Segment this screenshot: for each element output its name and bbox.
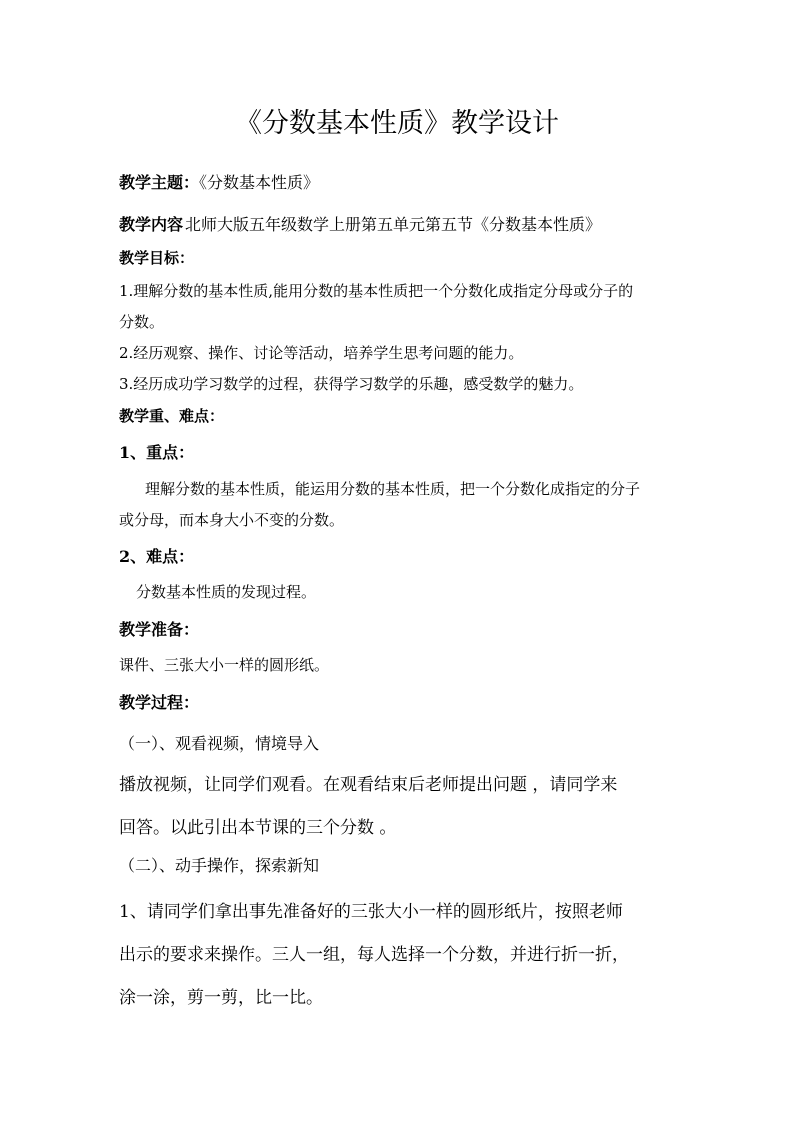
objective-item: 3.经历成功学习数学的过程，获得学习数学的乐趣，感受数学的魅力。	[119, 375, 584, 393]
part2-line: 出示的要求来操作。三人一组，每人选择一个分数，并进行折一折，	[119, 945, 629, 965]
document-title: 《分数基本性质》教学设计	[235, 108, 559, 139]
theme-line	[119, 170, 319, 193]
part2-line: 1、请同学们拿出事先准备好的三张大小一样的圆形纸片，按照老师	[119, 902, 623, 922]
objective-item: 分数。	[119, 313, 165, 331]
key-points-heading: 教学重、难点：	[119, 407, 225, 425]
objectives-heading: 教学目标：	[119, 249, 195, 267]
part2-line: 涂一涂，剪一剪，比一比。	[119, 988, 323, 1008]
part2-heading: （二）、动手操作，探索新知	[119, 856, 320, 875]
difficulty-text: 分数基本性质的发现过程。	[136, 583, 317, 601]
part1-line: 播放视频，让同学们观看。在观看结束后老师提出问题 ，请同学来	[119, 775, 618, 795]
preparation-heading: 教学准备：	[119, 620, 200, 639]
part1-heading: （一）、观看视频，情境导入	[119, 734, 320, 753]
focus-line: 理解分数的基本性质，能运用分数的基本性质，把一个分数化成指定的分子	[145, 480, 641, 498]
part1-line: 回答。以此引出本节课的三个分数 。	[119, 818, 397, 838]
objective-item: 2.经历观察、操作、讨论等活动，培养学生思考问题的能力。	[119, 344, 524, 362]
focus-heading: 1、重点：	[119, 443, 195, 462]
content-value: 北师大版五年级数学上册第五单元第五节《分数基本性质》	[185, 215, 602, 234]
theme-label: 教学主题：	[119, 173, 200, 192]
content-line	[119, 212, 601, 235]
objective-item: 1.理解分数的基本性质,能用分数的基本性质把一个分数化成指定分母或分子的	[119, 282, 634, 300]
focus-line: 或分母，而本身大小不变的分数。	[119, 511, 345, 529]
content-label: 教学内容	[119, 215, 184, 234]
theme-value: 《分数基本性质》	[199, 173, 320, 192]
difficulty-heading: 2、难点：	[119, 547, 195, 566]
process-heading: 教学过程：	[119, 693, 200, 712]
preparation-text: 课件、三张大小一样的圆形纸。	[119, 656, 330, 674]
